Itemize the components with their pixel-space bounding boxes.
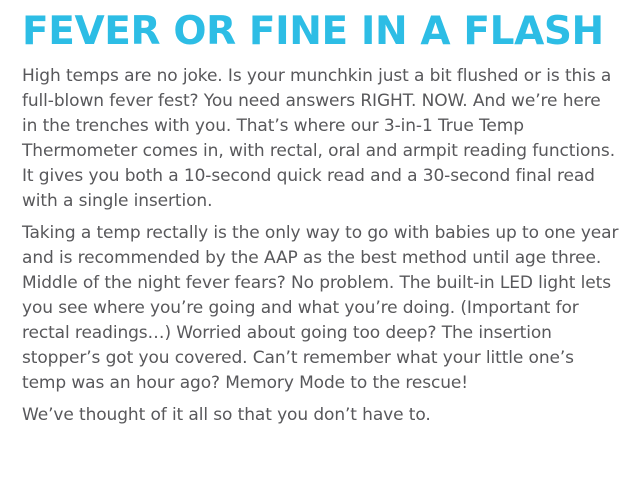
paragraph-intro: High temps are no joke. Is your munchkin just a bit flushed or is this a full-blown fever fest? You need answers RIGHT. NOW. And we’re here in the trenches with you. That’s where our 3-in-1 True Temp Thermometer comes in, with rectal, oral and armpit reading functions. It gives you both a 10-second quick read and a 30-second final read with a single insertion.: [22, 66, 615, 211]
paragraph-features: Taking a temp rectally is the only way to go with babies up to one year and is recommended by the AAP as the best method until age three. Middle of the night fever fears? No problem. The built-in LED light lets you see where you’re going and what you’re doing. (Important for rectal readings…) Worried about going too deep? The insertion stopper’s got you covered. Can’t remember what your little one’s temp was an hour ago? Memory Mode to the rescue!: [22, 223, 619, 393]
paragraph-closing: We’ve thought of it all so that you don’t have to.: [22, 405, 431, 425]
headline: FEVER OR FINE IN A FLASH: [22, 9, 604, 54]
